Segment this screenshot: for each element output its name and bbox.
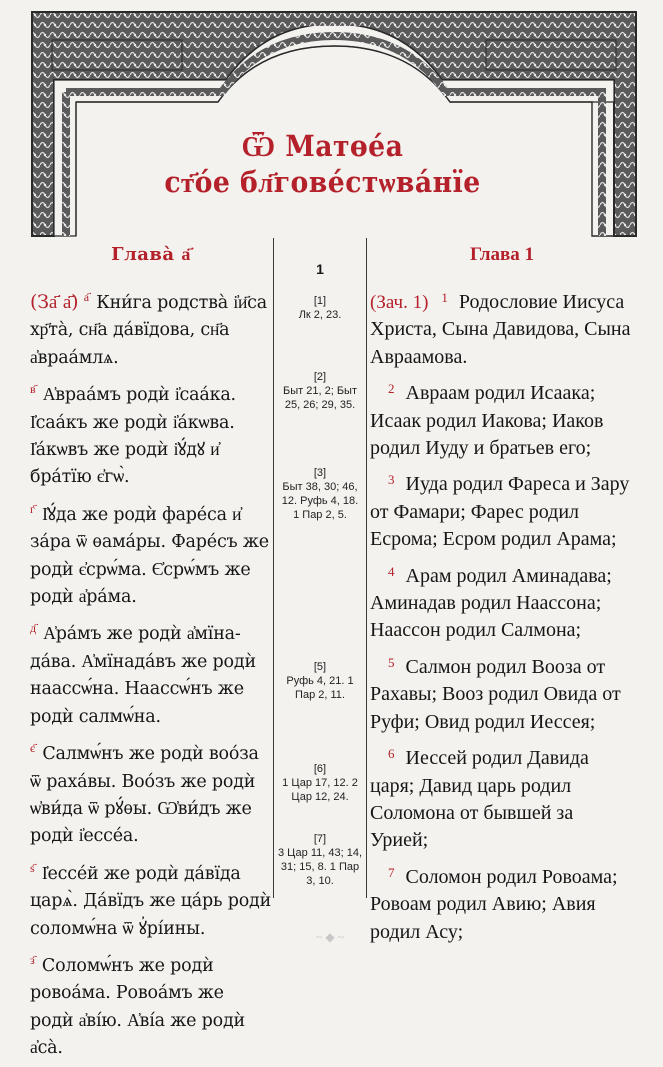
verse-text: Соломѡ́нъ же родѝ ровоа́ма. Ровоа́мъ же родѝ а҆ві́ю. А҆ві́а же родѝ а҆са̀.	[30, 955, 245, 1059]
verse-text: Родословие Иисуса Христа, Сына Давидова, Сына Авраамова.	[370, 291, 631, 368]
slavonic-verse	[30, 376, 272, 492]
verse-text: Иуда родил Фареса и Зару от Фамари; Фарес родил Есрома; Есром родил Арама;	[370, 473, 630, 551]
verse-number: а҃	[83, 290, 89, 304]
verse-number: в҃	[30, 382, 36, 397]
verse-number: 7	[388, 864, 395, 880]
russian-verse	[370, 375, 634, 462]
footer-ornament: ~ ◆ ~	[315, 930, 345, 944]
verse-number: є҃	[30, 741, 35, 756]
verse-text: Арам родил Аминадава; Аминадав родил Наассона; Наассон родил Салмона;	[370, 564, 612, 642]
column-divider-right	[366, 238, 367, 898]
russian-verse	[370, 558, 634, 645]
verse-text: Иессей родил Давида царя; Давид царь родил Соломона от бывшей за Урией;	[370, 747, 589, 852]
verse-text: Авраам родил Исаака; Исаак родил Иакова; Иаков родил Иуду и братьев его;	[370, 382, 604, 460]
reference-text: 3 Цар 11, 43; 14, 31; 15, 8. 1 Пар 3, 10.	[278, 847, 363, 887]
slavonic-verse	[30, 284, 272, 372]
reference-text: Быт 38, 30; 46, 12. Руфь 4, 18. 1 Пар 2, 5.	[281, 481, 359, 521]
verse-text: Соломон родил Ровоама; Ровоам родил Авию; Авия родил Асу;	[370, 865, 618, 943]
slavonic-chapter-heading: Глава̀ а҃	[111, 244, 191, 265]
russian-zachalo-label: (Зач. 1)	[370, 292, 429, 313]
slavonic-verse	[30, 947, 272, 1063]
verse-number: 4	[388, 563, 395, 579]
title-line-2: ст҃о́е бл҃гове́стѡва́нїе	[164, 165, 481, 199]
russian-chapter-heading: Глава 1	[469, 244, 535, 265]
russian-column	[370, 238, 634, 950]
ornamental-header-frame	[30, 10, 638, 238]
reference-text: 1 Цар 17, 12. 2 Цар 12, 24.	[282, 777, 358, 803]
chapter-number: 1	[316, 261, 324, 277]
verse-number: г҃	[30, 501, 35, 516]
verse-text: Кни́га родства̀ і҆и҃са хр҃та̀, сн҃а да́вїдова, сн҃а а҆враа́млѧ.	[30, 293, 268, 368]
verse-number: д҃	[30, 621, 36, 636]
verse-number: ѕ҃	[30, 860, 35, 875]
verse-number: 3	[388, 472, 395, 488]
russian-verse	[370, 740, 634, 855]
slavonic-verse	[30, 855, 272, 943]
column-divider-left	[273, 238, 274, 898]
title-line-1: Ѿ Матөе́а	[241, 129, 404, 163]
reference-label: [5]	[313, 661, 327, 673]
verse-text: А҆враа́мъ родѝ і҆саа́ка. І҆саа́къ же родѝ і҆а́кѡва. І҆а́кѡвъ же родѝ і҆ꙋ́дꙋ и҆ бра́тїю є҆гѡ̀.	[30, 385, 236, 488]
reference-text: Руфь 4, 21. 1 Пар 2, 11.	[286, 675, 354, 701]
verse-number: з҃	[30, 952, 35, 967]
book-title	[140, 128, 505, 200]
cross-reference	[278, 370, 362, 412]
russian-verse	[370, 649, 634, 736]
reference-label: [2]	[313, 371, 327, 383]
slavonic-zachalo-label: (За҃ а҃)	[30, 291, 79, 313]
verse-number: 1	[441, 290, 448, 305]
reference-text: Быт 21, 2; Быт 25, 26; 29, 35.	[283, 385, 357, 411]
slavonic-verse	[30, 735, 272, 851]
russian-verse	[370, 859, 634, 946]
cross-reference	[278, 660, 362, 702]
slavonic-verse	[30, 496, 272, 612]
verse-text: І҆ꙋ́да же родѝ фаре́са и҆ за́ра ѿ ѳама́ры. Фаре́съ же родѝ є҆срѡ́ма. Є҆срѡ́мъ же родѝ а҆ра́ма.	[30, 504, 269, 608]
verse-number: 2	[388, 381, 395, 397]
reference-label: [6]	[313, 763, 327, 775]
verse-number: 5	[388, 654, 395, 670]
cross-reference	[278, 294, 362, 322]
slavonic-verse	[30, 615, 272, 731]
reference-label: [1]	[313, 295, 327, 307]
verse-number: 6	[388, 746, 395, 762]
slavonic-column	[30, 238, 272, 1067]
reference-label: [7]	[313, 833, 327, 845]
verse-text: І҆ессе́й же родѝ да́вїда царѧ̀. Да́вїдъ же ца́рь родѝ соломѡ́на ѿ ꙋ҆рі́ины.	[30, 863, 272, 939]
cross-reference	[278, 832, 362, 888]
russian-verse	[370, 284, 634, 371]
cross-reference-column	[278, 238, 362, 898]
reference-label: [3]	[313, 467, 327, 479]
verse-text: А҆ра́мъ же родѝ а҆мїнада́ва. А҆мїнада́въ же родѝ наассѡ́на. Наассѡ́нъ же родѝ салмѡ́на.	[30, 624, 256, 727]
verse-text: Салмѡ́нъ же родѝ воо́за ѿ раха́вы. Воо́зъ же родѝ ѡ҆ви́да ѿ рꙋ́ѳы. Ѡ҆ви́дъ же родѝ і҆ессе́а.	[30, 744, 259, 847]
reference-text: Лк 2, 23.	[298, 309, 342, 321]
russian-verse	[370, 466, 634, 553]
verse-text: Салмон родил Вооза от Рахавы; Вооз родил Овида от Руфи; Овид родил Иессея;	[370, 655, 621, 733]
cross-reference	[278, 762, 362, 804]
cross-reference	[278, 466, 362, 522]
